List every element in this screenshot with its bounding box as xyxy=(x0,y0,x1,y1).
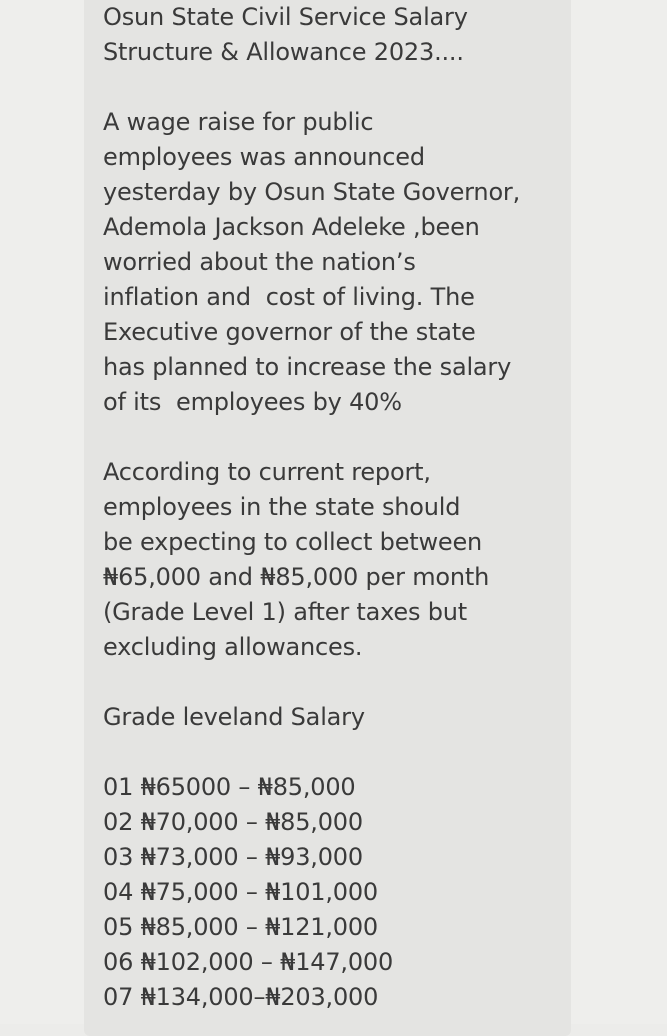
text-line: Executive governor of the state xyxy=(103,318,476,346)
title-line: Structure & Allowance 2023.... xyxy=(103,38,464,66)
text-line: A wage raise for public xyxy=(103,108,374,136)
paragraph-report xyxy=(103,455,565,665)
text-line: employees was announced xyxy=(103,143,425,171)
grade-row: 06 ₦102,000 – ₦147,000 xyxy=(103,948,394,976)
text-line: inflation and cost of living. The xyxy=(103,283,475,311)
text-line: has planned to increase the salary xyxy=(103,353,512,381)
text-line: worried about the nation’s xyxy=(103,248,416,276)
text-line: (Grade Level 1) after taxes but xyxy=(103,598,467,626)
title-line: Osun State Civil Service Salary xyxy=(103,3,468,31)
text-line: employees in the state should xyxy=(103,493,461,521)
grade-row: 02 ₦70,000 – ₦85,000 xyxy=(103,808,363,836)
text-line: According to current report, xyxy=(103,458,431,486)
text-line: excluding allowances. xyxy=(103,633,363,661)
grade-row: 07 ₦134,000–₦203,000 xyxy=(103,983,379,1011)
grade-row: 01 ₦65000 – ₦85,000 xyxy=(103,773,356,801)
grade-list xyxy=(103,770,565,1015)
grade-row: 04 ₦75,000 – ₦101,000 xyxy=(103,878,378,906)
message-text xyxy=(103,0,565,1015)
paragraph-gap xyxy=(103,420,565,455)
paragraph-announcement xyxy=(103,105,565,420)
paragraph-gap xyxy=(103,70,565,105)
grade-row: 03 ₦73,000 – ₦93,000 xyxy=(103,843,363,871)
text-line: be expecting to collect between xyxy=(103,528,483,556)
text-line: yesterday by Osun State Governor, xyxy=(103,178,521,206)
text-line: ₦65,000 and ₦85,000 per month xyxy=(103,563,490,591)
message-title xyxy=(103,0,565,70)
grade-row: 05 ₦85,000 – ₦121,000 xyxy=(103,913,378,941)
text-line: of its employees by 40% xyxy=(103,388,402,416)
paragraph-gap xyxy=(103,735,565,770)
paragraph-gap xyxy=(103,665,565,700)
grade-heading: Grade leveland Salary xyxy=(103,703,365,731)
text-line: Ademola Jackson Adeleke ,been xyxy=(103,213,480,241)
